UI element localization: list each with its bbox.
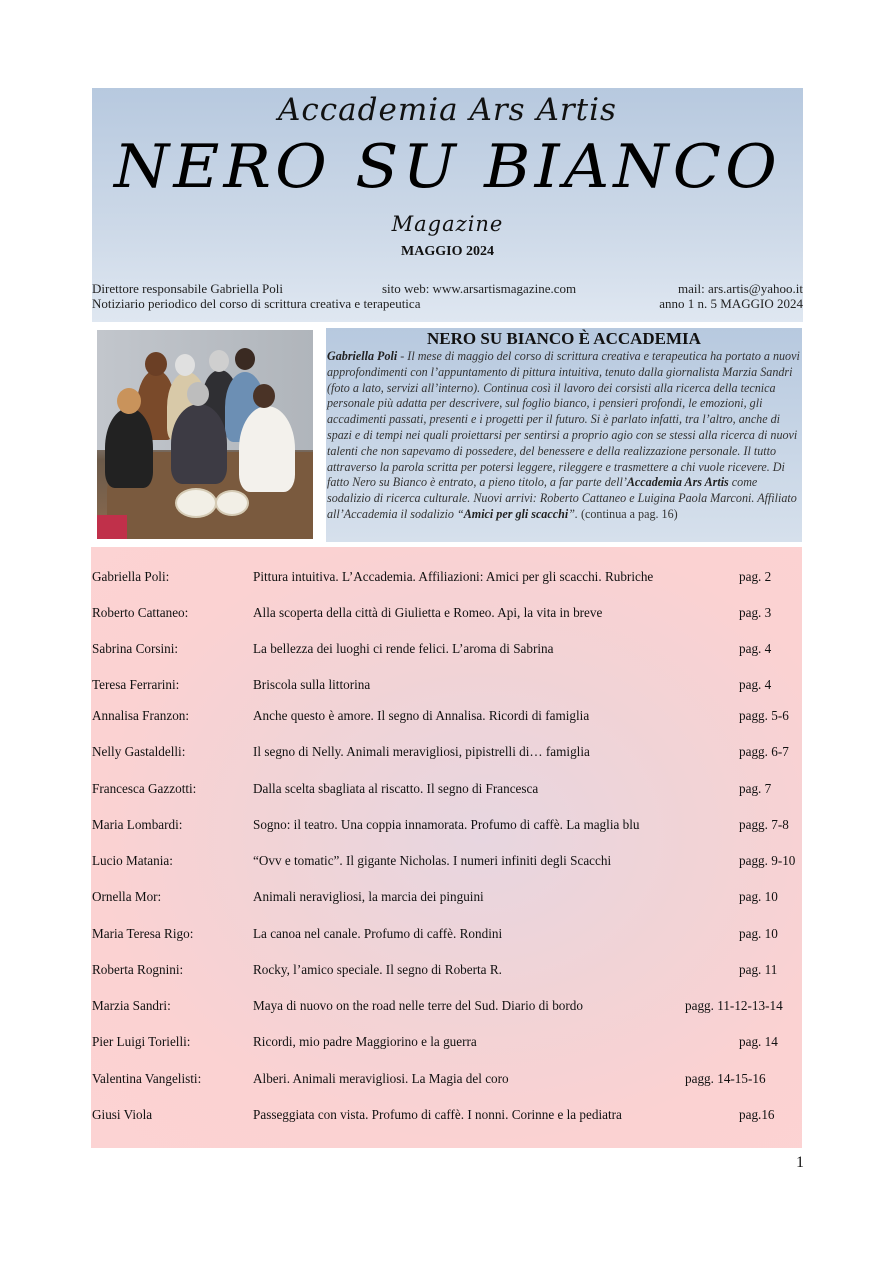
toc-row[interactable]: [91, 926, 802, 944]
toc-description: Anche questo è amore. Il segno di Annalisa. Ricordi di famiglia: [253, 708, 590, 723]
toc-row[interactable]: [91, 853, 802, 871]
toc-row[interactable]: [91, 1107, 802, 1125]
lead-article-body: Gabriella Poli - Il mese di maggio del corso di scrittura creativa e terapeutica ha portato a nuovi approfondimenti con l’appuntamento di pittura intuitiva, tenuto dalla giornalista Marzia Sandri (foto a lato, servizi all’interno). Continua così il lavoro dei corsisti alla ricerca della tecnica personale più adatta per descrivere, sul foglio bianco, i pensieri profondi, le emozioni, gli accadimenti passati, presenti e i progetti per il futuro. Si è parlato infatti, tra l’altro, anche di spazi e di tempi nei quali proiettarsi per sentirsi a proprio agio con se stessi alla ricerca di nuovi talenti che non sapevamo di possedere, del benessere e della realizzazione personale. Il tutto attraverso la parola scritta per potersi leggere, rileggere e trasmettere a chi vuole ricevere. Di fatto Nero su Bianco è entrato, a pieno titolo, a far parte dell’Accademia Ars Artis come sodalizio di ricerca culturale. Nuovi arrivi: Roberto Cattaneo e Luigina Paola Marconi. Affiliato all’Accademia il sodalizio “Amici per gli scacchi”. (continua a pag. 16): [327, 349, 800, 521]
toc-description: “Ovv e tomatic”. Il gigante Nicholas. I numeri infiniti degli Scacchi: [253, 853, 612, 868]
toc-description: Passeggiata con vista. Profumo di caffè. I nonni. Corinne e la pediatra: [253, 1107, 622, 1122]
table-of-contents: [91, 547, 802, 1148]
newsletter-description: Notiziario periodico del corso di scrittura creativa e terapeutica: [92, 296, 421, 311]
toc-author: Roberto Cattaneo:: [92, 605, 189, 620]
toc-description: Alberi. Animali meravigliosi. La Magia del coro: [253, 1071, 509, 1086]
toc-description: Alla scoperta della città di Giulietta e Romeo. Api, la vita in breve: [253, 605, 603, 620]
toc-row[interactable]: [91, 708, 802, 726]
toc-row[interactable]: [91, 1071, 802, 1089]
toc-author: Roberta Rognini:: [92, 962, 184, 977]
toc-author: Giusi Viola: [92, 1107, 153, 1122]
toc-page: pag.16: [739, 1107, 775, 1122]
toc-author: Nelly Gastaldelli:: [92, 744, 186, 759]
toc-page: pag. 3: [739, 605, 772, 620]
toc-page: pagg. 14-15-16: [685, 1071, 766, 1086]
toc-description: Sogno: il teatro. Una coppia innamorata. Profumo di caffè. La maglia blu: [253, 817, 640, 832]
toc-page: pag. 4: [739, 677, 772, 692]
toc-author: Lucio Matania:: [92, 853, 173, 868]
toc-description: Maya di nuovo on the road nelle terre del Sud. Diario di bordo: [253, 998, 583, 1013]
toc-page: pagg. 9-10: [739, 853, 796, 868]
lead-article-author: Gabriella Poli: [327, 349, 398, 363]
toc-description: Briscola sulla littorina: [253, 677, 371, 692]
toc-author: Valentina Vangelisti:: [92, 1071, 202, 1086]
toc-description: Il segno di Nelly. Animali meravigliosi, pipistrelli di… famiglia: [253, 744, 590, 759]
toc-description: La bellezza dei luoghi ci rende felici. L’aroma di Sabrina: [253, 641, 554, 656]
toc-row[interactable]: [91, 1034, 802, 1052]
toc-author: Pier Luigi Torielli:: [92, 1034, 191, 1049]
issue-date: MAGGIO 2024: [401, 244, 494, 259]
toc-page: pag. 14: [739, 1034, 778, 1049]
toc-page: pagg. 5-6: [739, 708, 789, 723]
toc-description: Pittura intuitiva. L’Accademia. Affiliazioni: Amici per gli scacchi. Rubriche: [253, 569, 654, 584]
toc-row[interactable]: [91, 889, 802, 907]
toc-author: Maria Teresa Rigo:: [92, 926, 194, 941]
toc-row[interactable]: [91, 641, 802, 659]
toc-description: Ricordi, mio padre Maggiorino e la guerra: [253, 1034, 477, 1049]
lead-article-title: NERO SU BIANCO È ACCADEMIA: [427, 329, 701, 348]
toc-row[interactable]: [91, 998, 802, 1016]
toc-author: Francesca Gazzotti:: [92, 781, 197, 796]
toc-row[interactable]: [91, 605, 802, 623]
toc-description: Animali neravigliosi, la marcia dei pinguini: [253, 889, 484, 904]
page-number: 1: [796, 1154, 804, 1171]
website-link[interactable]: sito web: www.arsartismagazine.com: [382, 281, 577, 296]
toc-author: Annalisa Franzon:: [92, 708, 190, 723]
lead-article: [326, 328, 802, 542]
toc-row[interactable]: [91, 817, 802, 835]
toc-page: pagg. 11-12-13-14: [685, 998, 783, 1013]
magazine-title: NERO SU BIANCO: [114, 132, 781, 202]
toc-row[interactable]: [91, 744, 802, 762]
toc-row[interactable]: [91, 569, 802, 587]
magazine-subtitle: Magazine: [391, 212, 504, 236]
continued-note: (continua a pag. 16): [577, 506, 678, 521]
toc-description: Rocky, l’amico speciale. Il segno di Roberta R.: [253, 962, 502, 977]
toc-row[interactable]: [91, 781, 802, 799]
toc-page: pagg. 7-8: [739, 817, 789, 832]
toc-author: Marzia Sandri:: [92, 998, 171, 1013]
toc-page: pag. 2: [739, 569, 772, 584]
toc-description: Dalla scelta sbagliata al riscatto. Il segno di Francesca: [253, 781, 539, 796]
academy-mention: Accademia Ars Artis: [626, 475, 729, 490]
toc-author: Gabriella Poli:: [92, 569, 170, 584]
toc-page: pagg. 6-7: [739, 744, 789, 759]
toc-page: pag. 10: [739, 926, 778, 941]
toc-page: pag. 4: [739, 641, 772, 656]
toc-page: pag. 7: [739, 781, 772, 796]
club-mention: Amici per gli scacchi: [463, 506, 569, 521]
masthead: [92, 88, 803, 322]
toc-page: pag. 11: [739, 962, 778, 977]
edition-info: anno 1 n. 5 MAGGIO 2024: [659, 296, 803, 311]
toc-author: Maria Lombardi:: [92, 817, 183, 832]
toc-author: Ornella Mor:: [92, 889, 162, 904]
academy-name: Accademia Ars Artis: [278, 92, 617, 128]
group-photo: [97, 330, 313, 539]
toc-author: Sabrina Corsini:: [92, 641, 179, 656]
toc-row[interactable]: [91, 962, 802, 980]
toc-page: pag. 10: [739, 889, 778, 904]
toc-author: Teresa Ferrarini:: [92, 677, 180, 692]
director-credit: Direttore responsabile Gabriella Poli: [92, 281, 283, 296]
mail-link[interactable]: mail: ars.artis@yahoo.it: [678, 281, 803, 296]
toc-description: La canoa nel canale. Profumo di caffè. Rondini: [253, 926, 503, 941]
toc-row[interactable]: [91, 677, 802, 695]
